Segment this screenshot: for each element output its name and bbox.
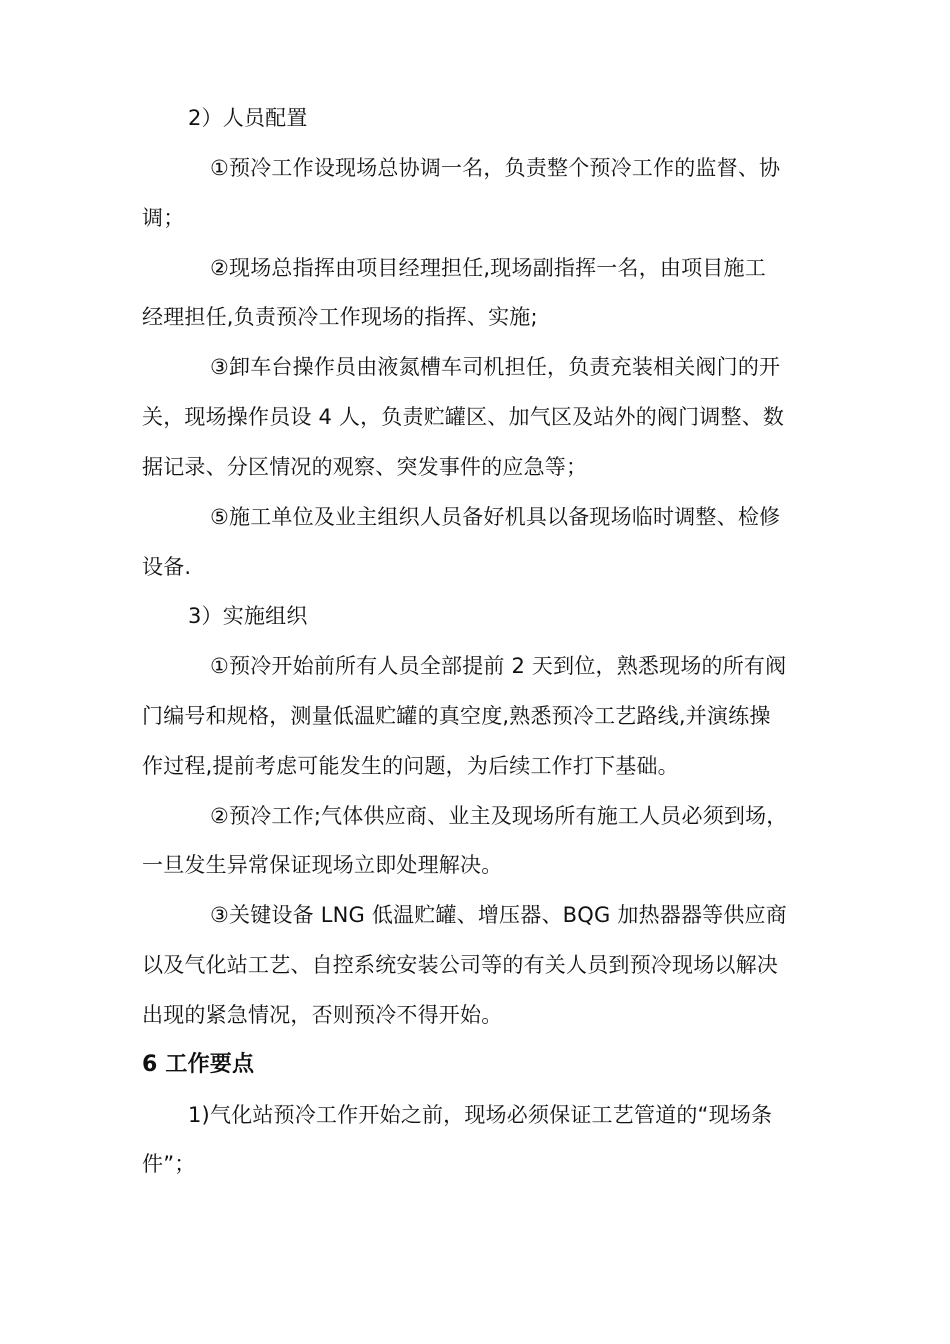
paragraph-line: 调；: [142, 206, 185, 230]
paragraph-line: 以及气化站工艺、自控系统安装公司等的有关人员到预冷现场以解决: [142, 953, 778, 977]
paragraph-line: 一旦发生异常保证现场立即处理解决。: [142, 853, 503, 877]
paragraph-line: 出现的紧急情况，否则预冷不得开始。: [142, 1003, 503, 1027]
subsection-heading-implementation: 3）实施组织: [188, 604, 308, 628]
paragraph-line: ②预冷工作;气体供应商、业主及现场所有施工人员必须到场，: [210, 804, 788, 828]
paragraph-line: 关，现场操作员设 4 人，负责贮罐区、加气区及站外的阀门调整、数: [142, 405, 785, 429]
paragraph-line: 经理担任,负责预冷工作现场的指挥、实施;: [142, 305, 538, 329]
paragraph-line: ①预冷工作设现场总协调一名，负责整个预冷工作的监督、协: [210, 156, 781, 180]
paragraph-line: 门编号和规格，测量低温贮罐的真空度,熟悉预冷工艺路线,并演练操: [142, 704, 771, 728]
paragraph-line: 1)气化站预冷工作开始之前，现场必须保证工艺管道的“现场条: [188, 1103, 773, 1127]
paragraph-line: ②现场总指挥由项目经理担任,现场副指挥一名，由项目施工: [210, 256, 766, 280]
subsection-heading-personnel: 2）人员配置: [188, 106, 308, 130]
paragraph-line: 据记录、分区情况的观察、突发事件的应急等；: [142, 455, 588, 479]
paragraph-line: ⑤施工单位及业主组织人员备好机具以备现场临时调整、检修: [210, 505, 781, 529]
paragraph-line: ①预冷开始前所有人员全部提前 2 天到位，熟悉现场的所有阀: [210, 654, 787, 678]
paragraph-line: ③关键设备 LNG 低温贮罐、增压器、BQG 加热器器等供应商: [210, 903, 787, 927]
paragraph-line: 件”；: [142, 1152, 196, 1176]
paragraph-line: 设备.: [142, 555, 192, 579]
paragraph-line: 作过程,提前考虑可能发生的问题，为后续工作打下基础。: [142, 754, 679, 778]
paragraph-line: ③卸车台操作员由液氮槽车司机担任，负责充装相关阀门的开: [210, 355, 781, 379]
section-heading-work-points: 6 工作要点: [142, 1052, 255, 1077]
